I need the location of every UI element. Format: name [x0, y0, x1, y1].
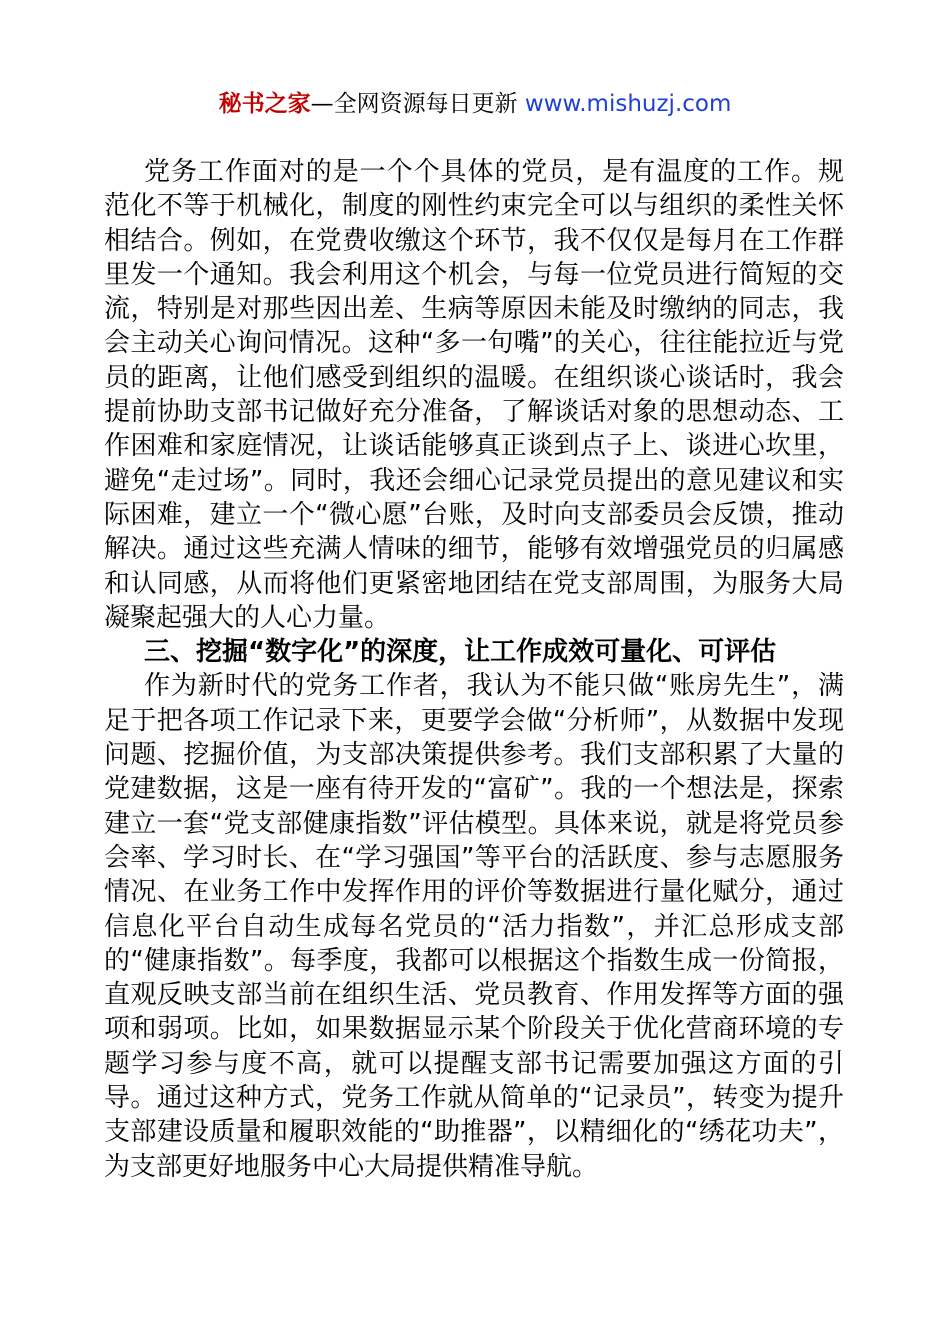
document-body — [104, 155, 844, 1184]
brand-name: 秘书之家 — [218, 91, 311, 117]
body-paragraph-1: 党务工作面对的是一个个具体的党员，是有温度的工作。规范化不等于机械化，制度的刚性约束完全可以与组织的柔性关怀相结合。例如，在党费收缴这个环节，我不仅仅是每月在工作群里发一个通知。我会利用这个机会，与每一位党员进行简短的交流，特别是对那些因出差、生病等原因未能及时缴纳的同志，我会主动关心询问情况。这种“多一句嘴”的关心，往往能拉近与党员的距离，让他们感受到组织的温暖。在组织谈心谈话时，我会提前协助支部书记做好充分准备，了解谈话对象的思想动态、工作困难和家庭情况，让谈话能够真正谈到点子上、谈进心坎里，避免“走过场”。同时，我还会细心记录党员提出的意见建议和实际困难，建立一个“微心愿”台账，及时向支部委员会反馈，推动解决。通过这些充满人情味的细节，能够有效增强党员的归属感和认同感，从而将他们更紧密地团结在党支部周围，为服务大局凝聚起强大的人心力量。 — [104, 157, 844, 633]
site-header — [0, 86, 950, 122]
section-heading: 三、挖掘“数字化”的深度，让工作成效可量化、可评估 — [144, 637, 777, 668]
body-paragraph-2: 作为新时代的党务工作者，我认为不能只做“账房先生”，满足于把各项工作记录下来，更要学会做“分析师”，从数据中发现问题、挖掘价值，为支部决策提供参考。我们支部积累了大量的党建数据，这是一座有待开发的“富矿”。我的一个想法是，探索建立一套“党支部健康指数”评估模型。具体来说，就是将党员参会率、学习时长、在“学习强国”等平台的活跃度、参与志愿服务情况、在业务工作中发挥作用的评价等数据进行量化赋分，通过信息化平台自动生成每名党员的“活力指数”，并汇总形成支部的“健康指数”。每季度，我都可以根据这个指数生成一份简报，直观反映支部当前在组织生活、党员教育、作用发挥等方面的强项和弱项。比如，如果数据显示某个阶段关于优化营商环境的专题学习参与度不高，就可以提醒支部书记需要加强这方面的引导。通过这种方式，党务工作就从简单的“记录员”，转变为提升支部建设质量和履职效能的“助推器”，以精细化的“绣花功夫”，为支部更好地服务中心大局提供精准导航。 — [104, 671, 844, 1182]
site-url-link[interactable]: www.mishuzj.com — [524, 91, 732, 117]
header-tagline: —全网资源每日更新 — [310, 91, 518, 117]
